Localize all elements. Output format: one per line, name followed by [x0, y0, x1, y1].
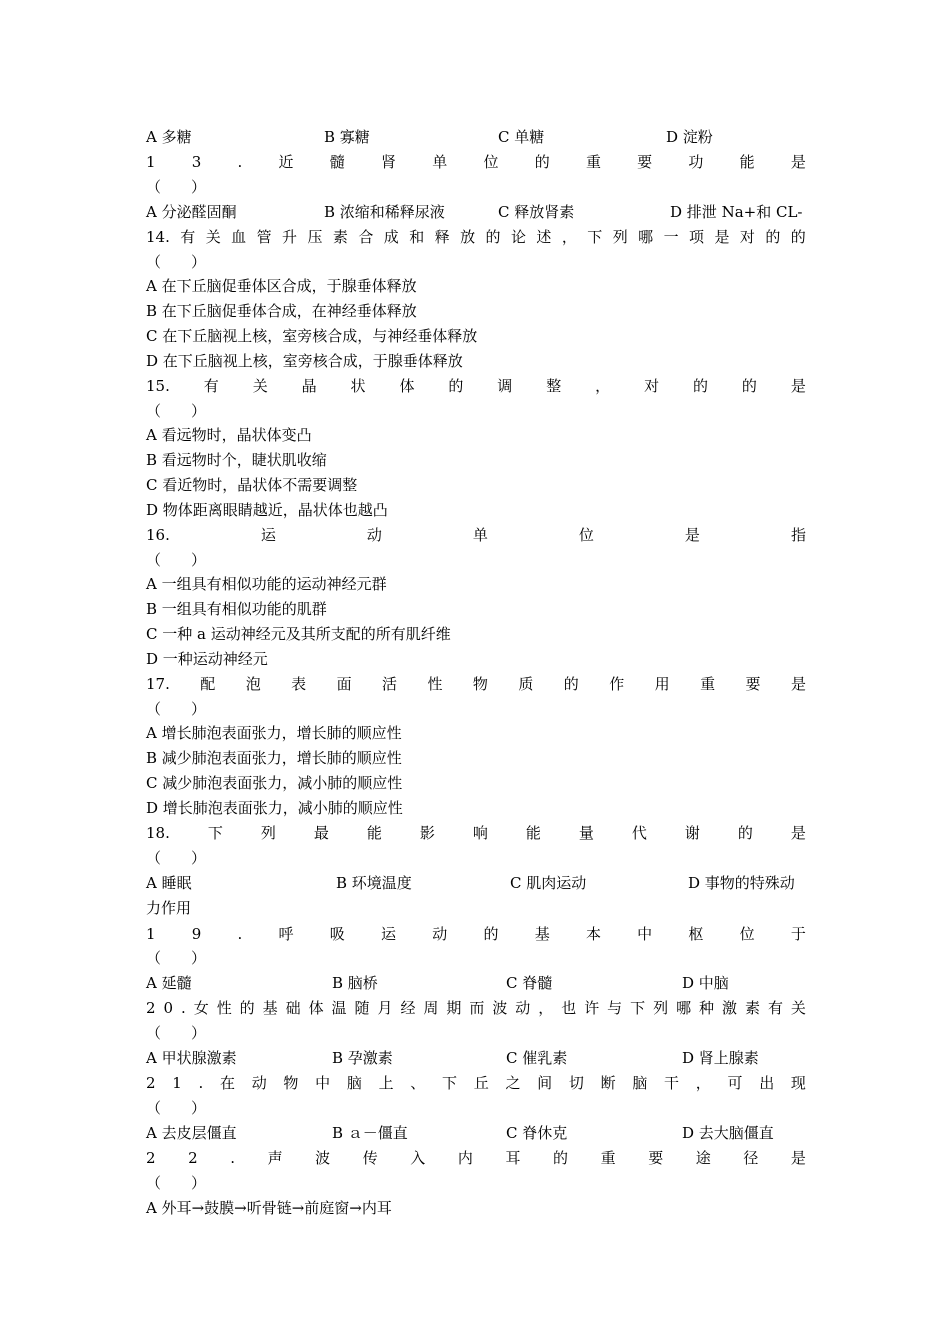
q17-option-d: D 增长肺泡表面张力，减小肺的顺应性	[146, 799, 403, 817]
stem-glyph: 现	[790, 1074, 806, 1092]
stem-glyph: 干	[664, 1074, 680, 1092]
stem-glyph: ，	[561, 228, 577, 246]
q12-options	[146, 125, 806, 150]
option-b: B 寡糖	[324, 128, 370, 146]
stem-glyph: 月	[377, 999, 393, 1017]
stem-glyph: 述	[536, 228, 552, 246]
option-c: C 脊休克	[506, 1124, 568, 1142]
q22-blank: （ ）	[146, 1174, 207, 1192]
stem-glyph: 对	[644, 377, 660, 395]
stem-glyph: 体	[399, 377, 415, 395]
q18-blank: （ ）	[146, 849, 207, 867]
stem-glyph: 波	[492, 999, 508, 1017]
stem-glyph: 运	[260, 526, 276, 544]
stem-glyph: 出	[759, 1074, 775, 1092]
q16-option-b: B 一组具有相似功能的肌群	[146, 600, 327, 618]
stem-glyph: 哪	[638, 228, 654, 246]
stem-glyph: 动	[432, 925, 448, 943]
stem-glyph: 的	[741, 377, 757, 395]
stem-glyph: 列	[260, 824, 276, 842]
q21-options	[146, 1121, 806, 1146]
stem-glyph: 有	[767, 999, 783, 1017]
stem-glyph: 列	[653, 999, 669, 1017]
q17-stem	[146, 672, 806, 697]
stem-glyph: 近	[278, 153, 294, 171]
stem-glyph: 要	[745, 675, 761, 693]
stem-glyph: ，	[595, 377, 611, 395]
stem-glyph: 女	[193, 999, 209, 1017]
q16-option-a: A 一组具有相似功能的运动神经元群	[146, 575, 387, 593]
option-d: D 去大脑僵直	[682, 1124, 774, 1142]
stem-glyph: 要	[637, 153, 653, 171]
q16-option-d: D 一种运动神经元	[146, 650, 268, 668]
option-c: C 肌肉运动	[510, 874, 587, 892]
q20-blank: （ ）	[146, 1024, 207, 1042]
stem-glyph: 1	[172, 1074, 182, 1092]
stem-glyph: 内	[457, 1149, 473, 1167]
stem-glyph: 于	[790, 925, 806, 943]
stem-glyph: 质	[518, 675, 534, 693]
stem-glyph: 吸	[329, 925, 345, 943]
stem-glyph: 是	[684, 526, 700, 544]
stem-glyph: 2	[188, 1149, 198, 1167]
stem-glyph: 指	[790, 526, 806, 544]
stem-glyph: 位	[578, 526, 594, 544]
stem-glyph: 1	[146, 153, 156, 171]
stem-glyph: 础	[285, 999, 301, 1017]
stem-glyph: 中	[315, 1074, 331, 1092]
stem-glyph: .	[181, 999, 186, 1017]
option-a: A 延髓	[146, 974, 192, 992]
stem-glyph: 用	[654, 675, 670, 693]
stem-glyph: 响	[472, 824, 488, 842]
stem-glyph: 可	[727, 1074, 743, 1092]
option-a: A 甲状腺激素	[146, 1049, 237, 1067]
stem-glyph: 的	[737, 824, 753, 842]
stem-glyph: 对	[739, 228, 755, 246]
stem-glyph: 有	[203, 377, 219, 395]
stem-glyph: 、	[410, 1074, 426, 1092]
stem-glyph: 成	[383, 228, 399, 246]
stem-glyph: 项	[689, 228, 705, 246]
stem-glyph: 素	[332, 228, 348, 246]
stem-glyph: 经	[400, 999, 416, 1017]
stem-glyph: .	[237, 153, 243, 171]
stem-glyph: 配	[200, 675, 216, 693]
stem-glyph: 谢	[684, 824, 700, 842]
stem-glyph: 周	[423, 999, 439, 1017]
q15-blank: （ ）	[146, 402, 207, 420]
q13-stem	[146, 150, 806, 175]
stem-glyph: 是	[790, 675, 806, 693]
stem-glyph: 本	[585, 925, 601, 943]
option-b: B 孕激素	[332, 1049, 393, 1067]
stem-glyph: .	[237, 925, 243, 943]
stem-glyph: 关	[205, 228, 221, 246]
stem-glyph: 基	[534, 925, 550, 943]
stem-glyph: 是	[790, 153, 806, 171]
stem-glyph: 的	[553, 1149, 569, 1167]
q19-options	[146, 971, 806, 996]
stem-glyph: 列	[612, 228, 628, 246]
q14-option-c: C 在下丘脑视上核，室旁核合成，与神经垂体释放	[146, 327, 478, 345]
stem-glyph: 表	[291, 675, 307, 693]
stem-glyph: 位	[483, 153, 499, 171]
stem-glyph: .	[198, 1074, 204, 1092]
stem-glyph: 的	[485, 228, 501, 246]
stem-glyph: 重	[600, 1149, 616, 1167]
q13-options	[146, 200, 806, 225]
stem-glyph: 0	[163, 999, 174, 1017]
stem-glyph: 影	[419, 824, 435, 842]
q16-blank: （ ）	[146, 551, 207, 569]
stem-glyph: 重	[700, 675, 716, 693]
stem-glyph: 性	[427, 675, 443, 693]
option-c: C 单糖	[498, 128, 545, 146]
option-a: A 多糖	[146, 128, 192, 146]
stem-glyph: 激	[722, 999, 738, 1017]
stem-glyph: 下	[207, 824, 223, 842]
q18-stem	[146, 821, 806, 846]
stem-glyph: 温	[331, 999, 347, 1017]
stem-glyph: 能	[525, 824, 541, 842]
stem-glyph: 有	[180, 228, 196, 246]
stem-glyph: 调	[497, 377, 513, 395]
stem-glyph: 升	[282, 228, 298, 246]
stem-glyph: 面	[336, 675, 352, 693]
option-d: D 中脑	[682, 974, 729, 992]
stem-glyph: 物	[472, 675, 488, 693]
q14-blank: （ ）	[146, 253, 207, 271]
stem-glyph: 放	[460, 228, 476, 246]
q21-stem	[146, 1071, 806, 1096]
q22-stem	[146, 1146, 806, 1171]
stem-glyph: 许	[584, 999, 600, 1017]
stem-glyph: 血	[231, 228, 247, 246]
stem-glyph: 合	[358, 228, 374, 246]
q13-blank: （ ）	[146, 178, 207, 196]
stem-glyph: 关	[790, 999, 806, 1017]
stem-glyph: 动	[251, 1074, 267, 1092]
q18-option-d-wrap: 力作用	[146, 899, 192, 917]
stem-glyph: 运	[381, 925, 397, 943]
option-b: B 浓缩和稀释尿液	[324, 203, 445, 221]
stem-glyph: 位	[739, 925, 755, 943]
stem-glyph: 上	[378, 1074, 394, 1092]
stem-glyph: ，	[695, 1074, 711, 1092]
stem-glyph: 功	[688, 153, 704, 171]
stem-glyph: 肾	[381, 153, 397, 171]
stem-glyph: 18.	[146, 824, 170, 842]
q14-stem	[146, 225, 806, 250]
stem-glyph: 要	[648, 1149, 664, 1167]
q16-option-c: C 一种 a 运动神经元及其所支配的所有肌纤维	[146, 625, 451, 643]
stem-glyph: 物	[283, 1074, 299, 1092]
stem-glyph: 2	[146, 1074, 156, 1092]
stem-glyph: 径	[743, 1149, 759, 1167]
stem-glyph: 2	[146, 1149, 156, 1167]
q16-stem	[146, 523, 806, 548]
q18-options	[146, 871, 806, 896]
stem-glyph: 是	[790, 1149, 806, 1167]
option-d: D 淀粉	[666, 128, 713, 146]
stem-glyph: 脑	[346, 1074, 362, 1092]
stem-glyph: 1	[146, 925, 156, 943]
q15-option-b: B 看远物时个，睫状肌收缩	[146, 451, 327, 469]
stem-glyph: 丘	[473, 1074, 489, 1092]
stem-glyph: 单	[472, 526, 488, 544]
option-b: B 环境温度	[336, 874, 412, 892]
stem-glyph: 作	[609, 675, 625, 693]
stem-glyph: 中	[637, 925, 653, 943]
q14-option-a: A 在下丘脑促垂体区合成，于腺垂体释放	[146, 277, 417, 295]
stem-glyph: 是	[790, 377, 806, 395]
stem-glyph: 下	[442, 1074, 458, 1092]
stem-glyph: 途	[695, 1149, 711, 1167]
stem-glyph: 的	[483, 925, 499, 943]
stem-glyph: 3	[191, 153, 202, 171]
stem-glyph: 活	[382, 675, 398, 693]
stem-glyph: 状	[350, 377, 366, 395]
option-c: C 脊髓	[506, 974, 553, 992]
stem-glyph: 的	[765, 228, 781, 246]
stem-glyph: 单	[432, 153, 448, 171]
option-d: D 排泄 Na+和 CL-	[670, 203, 803, 221]
stem-glyph: 与	[607, 999, 623, 1017]
stem-glyph: 的	[692, 377, 708, 395]
q17-option-b: B 减少肺泡表面张力，增长肺的顺应性	[146, 749, 402, 767]
stem-glyph: 9	[191, 925, 202, 943]
q15-option-a: A 看远物时，晶状体变凸	[146, 426, 312, 444]
stem-glyph: 哪	[676, 999, 692, 1017]
q21-blank: （ ）	[146, 1099, 207, 1117]
stem-glyph: 间	[537, 1074, 553, 1092]
q14-option-d: D 在下丘脑视上核，室旁核合成，于腺垂体释放	[146, 352, 463, 370]
stem-glyph: 的	[534, 153, 550, 171]
stem-glyph: 17.	[146, 675, 170, 693]
q19-stem	[146, 922, 806, 947]
stem-glyph: .	[230, 1149, 235, 1167]
stem-glyph: 16.	[146, 526, 170, 544]
stem-glyph: 传	[362, 1149, 378, 1167]
stem-glyph: 下	[630, 999, 646, 1017]
stem-glyph: 素	[744, 999, 760, 1017]
option-a: A 去皮层僵直	[146, 1124, 237, 1142]
stem-glyph: 整	[546, 377, 562, 395]
stem-glyph: 切	[568, 1074, 584, 1092]
stem-glyph: 下	[587, 228, 603, 246]
q17-blank: （ ）	[146, 700, 207, 718]
stem-glyph: 种	[699, 999, 715, 1017]
stem-glyph: 断	[600, 1074, 616, 1092]
stem-glyph: 最	[313, 824, 329, 842]
stem-glyph: 重	[585, 153, 601, 171]
stem-glyph: 在	[219, 1074, 235, 1092]
q15-option-c: C 看近物时，晶状体不需要调整	[146, 476, 358, 494]
stem-glyph: 性	[216, 999, 232, 1017]
stem-glyph: ，	[538, 999, 554, 1017]
option-a: A 睡眠	[146, 874, 192, 892]
q17-option-c: C 减少肺泡表面张力，减小肺的顺应性	[146, 774, 403, 792]
stem-glyph: 入	[410, 1149, 426, 1167]
option-d: D 肾上腺素	[682, 1049, 759, 1067]
q20-options	[146, 1046, 806, 1071]
stem-glyph: 动	[366, 526, 382, 544]
stem-glyph: 能	[366, 824, 382, 842]
stem-glyph: 关	[252, 377, 268, 395]
stem-glyph: 释	[434, 228, 450, 246]
option-b: B 脑桥	[332, 974, 378, 992]
q20-stem	[146, 996, 806, 1021]
q15-option-d: D 物体距离眼睛越近，晶状体也越凸	[146, 501, 388, 519]
option-a: A 分泌醛固酮	[146, 203, 237, 221]
stem-glyph: 随	[354, 999, 370, 1017]
stem-glyph: 也	[561, 999, 577, 1017]
stem-glyph: 压	[307, 228, 323, 246]
option-c: C 催乳素	[506, 1049, 568, 1067]
stem-glyph: 代	[631, 824, 647, 842]
stem-glyph: 论	[510, 228, 526, 246]
option-d: D 事物的特殊动	[688, 874, 795, 892]
stem-glyph: 晶	[301, 377, 317, 395]
stem-glyph: 声	[267, 1149, 283, 1167]
stem-glyph: 是	[790, 824, 806, 842]
stem-glyph: 髓	[329, 153, 345, 171]
stem-glyph: 而	[469, 999, 485, 1017]
stem-glyph: 泡	[245, 675, 261, 693]
stem-glyph: 15.	[146, 377, 170, 395]
stem-glyph: 基	[262, 999, 278, 1017]
stem-glyph: 波	[315, 1149, 331, 1167]
option-b: B ａ－僵直	[332, 1124, 408, 1142]
stem-glyph: 2	[146, 999, 156, 1017]
stem-glyph: 的	[563, 675, 579, 693]
q22-option-a: A 外耳→鼓膜→听骨链→前庭窗→内耳	[146, 1199, 392, 1217]
stem-glyph: 脑	[632, 1074, 648, 1092]
stem-glyph: 动	[515, 999, 531, 1017]
q15-stem	[146, 374, 806, 399]
q14-option-b: B 在下丘脑促垂体合成，在神经垂体释放	[146, 302, 417, 320]
q19-blank: （ ）	[146, 949, 207, 967]
q17-option-a: A 增长肺泡表面张力，增长肺的顺应性	[146, 724, 402, 742]
option-c: C 释放肾素	[498, 203, 575, 221]
stem-glyph: 量	[578, 824, 594, 842]
stem-glyph: 期	[446, 999, 462, 1017]
stem-glyph: 呼	[278, 925, 294, 943]
stem-glyph: 之	[505, 1074, 521, 1092]
stem-glyph: 14.	[146, 228, 170, 246]
stem-glyph: 和	[409, 228, 425, 246]
stem-glyph: 管	[256, 228, 272, 246]
stem-glyph: 枢	[688, 925, 704, 943]
stem-glyph: 的	[239, 999, 255, 1017]
stem-glyph: 的	[790, 228, 806, 246]
stem-glyph: 一	[663, 228, 679, 246]
stem-glyph: 是	[714, 228, 730, 246]
stem-glyph: 能	[739, 153, 755, 171]
stem-glyph: 的	[448, 377, 464, 395]
stem-glyph: 耳	[505, 1149, 521, 1167]
stem-glyph: 体	[308, 999, 324, 1017]
